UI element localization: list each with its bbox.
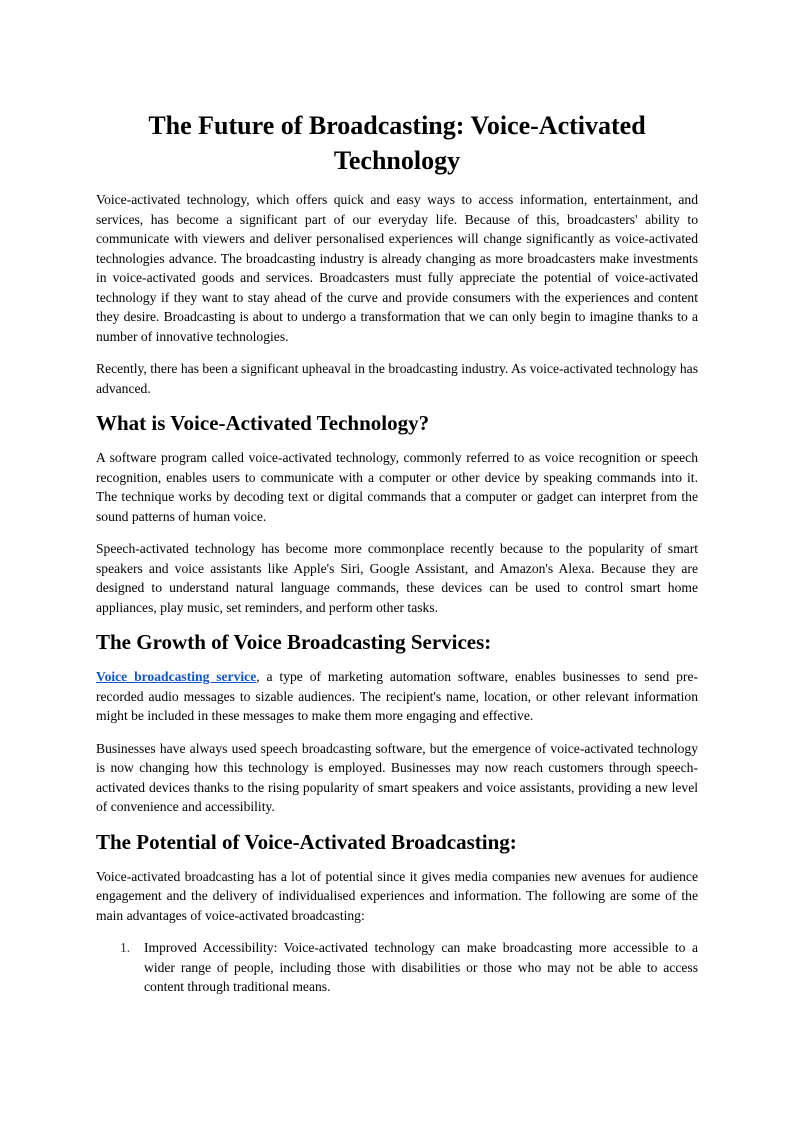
document-body bbox=[96, 108, 698, 997]
list-item-text: Improved Accessibility: Voice-activated technology can make broadcasting more accessible to a wider range of people, including those with disabilities or those who may not be able to access content through traditional means. bbox=[144, 940, 698, 994]
list-item-number: 1. bbox=[120, 940, 131, 955]
section-heading-potential: The Potential of Voice-Activated Broadcasting: bbox=[96, 829, 517, 854]
section-paragraph: Voice-activated broadcasting has a lot of potential since it gives media companies new avenues for audience engagement and the delivery of individualised experiences and information. The following are some of the main advantages of voice-activated broadcasting: bbox=[96, 868, 698, 923]
section-heading-growth: The Growth of Voice Broadcasting Services: bbox=[96, 630, 492, 654]
intro-paragraph: Recently, there has been a significant upheaval in the broadcasting industry. As voice-activated technology has advanced. bbox=[96, 361, 698, 396]
voice-broadcasting-service-link[interactable]: Voice broadcasting service bbox=[96, 669, 257, 684]
link-paragraph-text: , a type of marketing automation software, enables businesses to send pre-recorded audio messages to sizable audiences. The recipient's name, location, or other relevant information might be included in these messages to make them more engaging and effective. bbox=[96, 669, 699, 723]
section-paragraph: Businesses have always used speech broadcasting software, but the emergence of voice-activated technology is now changing how this technology is employed. Businesses may now reach customers through speech-activated devices thanks to the rising popularity of smart speakers and voice assistants, providing a new level of convenience and accessibility. bbox=[96, 740, 698, 814]
section-heading-what-is: What is Voice-Activated Technology? bbox=[96, 411, 430, 435]
list-item bbox=[96, 938, 698, 997]
document-title: The Future of Broadcasting: Voice-Activated Technology bbox=[148, 111, 646, 175]
section-paragraph: A software program called voice-activated technology, commonly referred to as voice recognition or speech recognition, enables users to communicate with a computer or other device by speaking commands into it. The technique works by decoding text or digital commands that a computer or gadget can interpret from the sound patterns of human voice. bbox=[96, 450, 698, 524]
section-paragraph: Speech-activated technology has become more commonplace recently because to the popularity of smart speakers and voice assistants like Apple's Siri, Google Assistant, and Amazon's Alexa. Because they are designed to understand natural language commands, these devices can be used to control smart home appliances, play music, set reminders, and perform other tasks. bbox=[96, 541, 698, 615]
section-paragraph-with-link bbox=[96, 667, 698, 726]
advantages-list bbox=[96, 938, 698, 997]
intro-paragraph: Voice-activated technology, which offers quick and easy ways to access information, entertainment, and services, has become a significant part of our everyday life. Because of this, broadcasters' ability to communicate with viewers and deliver personalised experiences will change significantly as voice-activated technologies advance. The broadcasting industry is already changing as more broadcasters make investments in voice-activated goods and services. Broadcasters must fully appreciate the potential of voice-activated technology if they want to stay ahead of the curve and provide consumers with the experiences and content they desire. Broadcasting is about to undergo a transformation that we can only begin to imagine thanks to a number of innovative technologies. bbox=[96, 192, 698, 344]
